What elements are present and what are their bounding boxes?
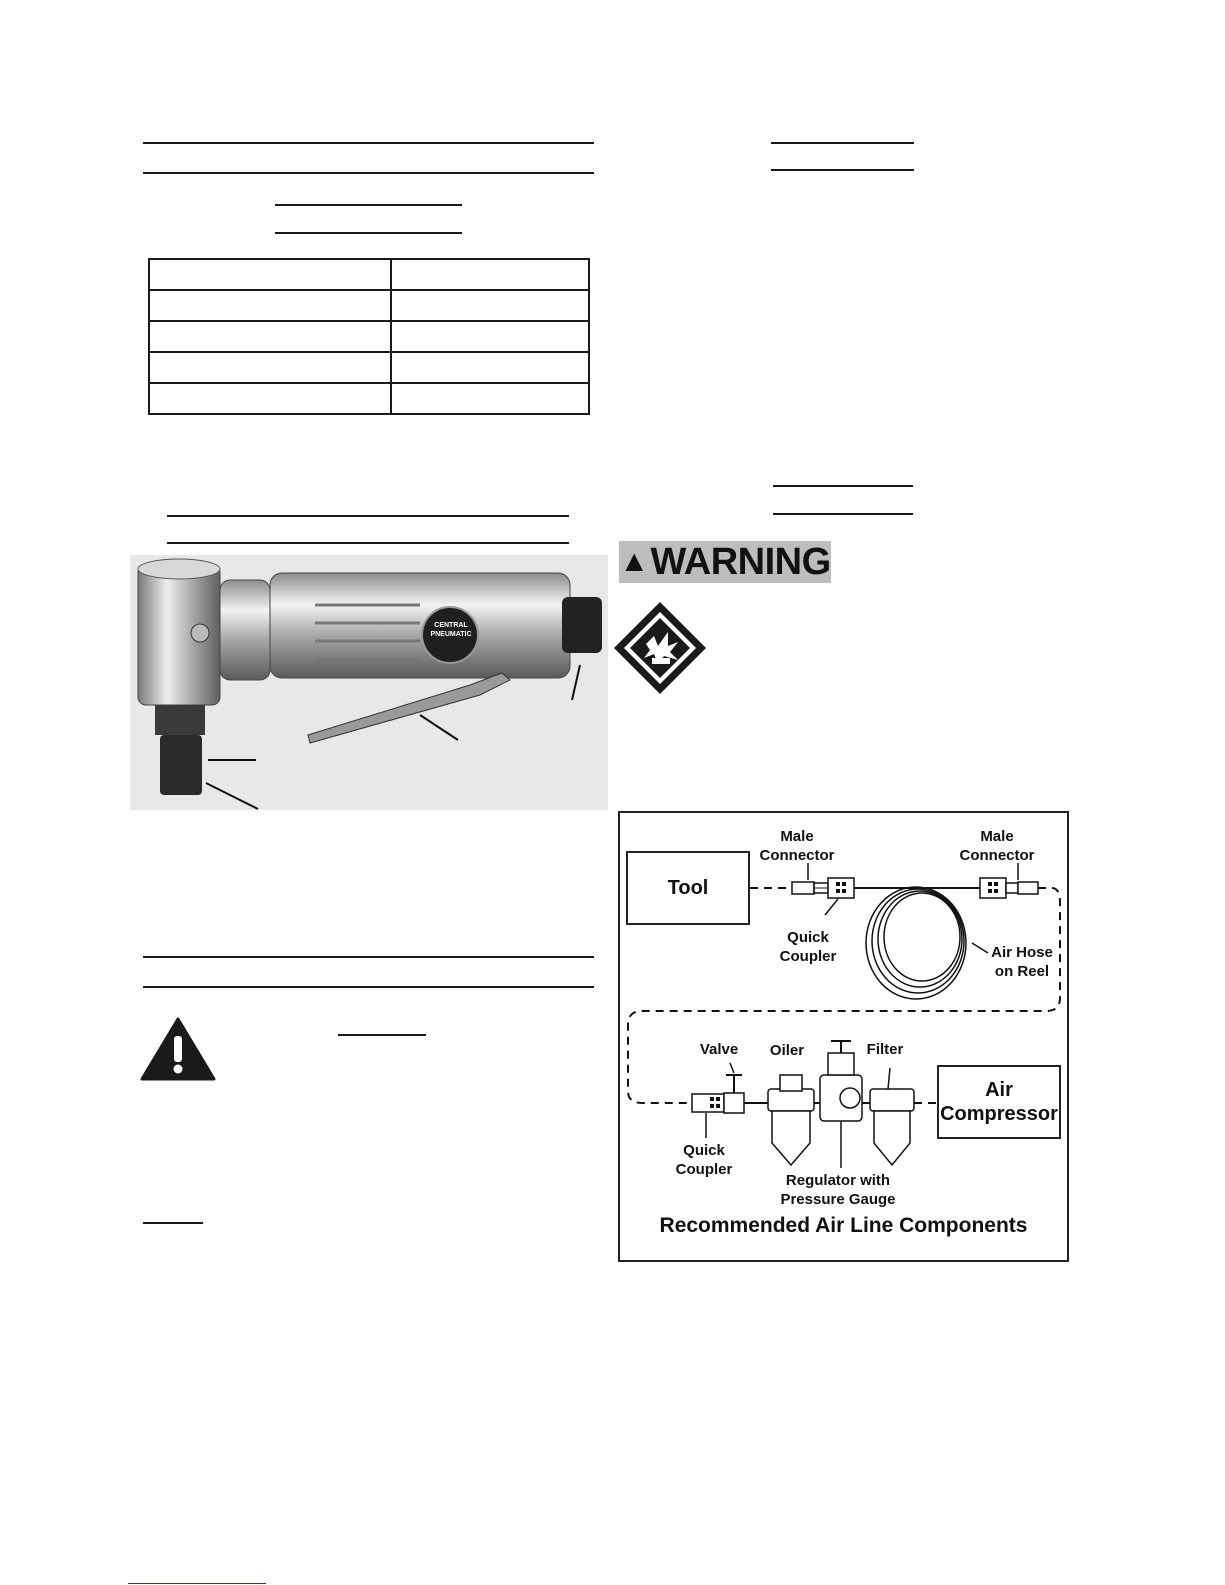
section-rule bbox=[338, 1034, 426, 1036]
section-rule bbox=[773, 513, 913, 515]
section-rule bbox=[143, 142, 594, 144]
section-rule bbox=[143, 986, 594, 988]
male-connector-label-right: Male Connector bbox=[959, 828, 1035, 864]
oiler-label: Oiler bbox=[769, 1042, 805, 1059]
section-rule bbox=[773, 485, 913, 487]
section-rule bbox=[167, 542, 569, 544]
warning-triangle-icon: ▲ bbox=[619, 545, 649, 578]
footer-link-underline bbox=[128, 1583, 266, 1584]
section-rule bbox=[275, 232, 462, 234]
table-row bbox=[149, 290, 589, 321]
tool-box bbox=[626, 851, 750, 925]
valve-label: Valve bbox=[699, 1041, 739, 1058]
explosion-hazard-icon bbox=[612, 600, 708, 696]
section-rule bbox=[771, 142, 914, 144]
section-rule bbox=[167, 515, 569, 517]
air-compressor-box bbox=[937, 1065, 1061, 1139]
filter-label: Filter bbox=[866, 1041, 904, 1058]
quick-coupler-label-bottom: Quick Coupler bbox=[675, 1142, 733, 1178]
section-rule bbox=[143, 1222, 203, 1224]
air-line-diagram bbox=[618, 811, 1069, 1262]
table-row bbox=[149, 352, 589, 383]
table-row bbox=[149, 259, 589, 290]
section-rule bbox=[275, 204, 462, 206]
diagram-title: Recommended Air Line Components bbox=[659, 1214, 1028, 1237]
air-hose-label: Air Hose on Reel bbox=[991, 944, 1053, 980]
brand-badge: CENTRAL PNEUMATIC bbox=[430, 622, 472, 638]
section-rule bbox=[771, 169, 914, 171]
section-rule bbox=[143, 956, 594, 958]
specifications-table bbox=[148, 258, 590, 415]
regulator-label: Regulator with Pressure Gauge bbox=[780, 1172, 896, 1208]
warning-banner bbox=[619, 541, 831, 583]
table-row bbox=[149, 321, 589, 352]
caution-triangle-icon bbox=[140, 1016, 216, 1082]
section-rule bbox=[143, 172, 594, 174]
table-row bbox=[149, 383, 589, 414]
tool-box-label: Tool bbox=[667, 877, 709, 899]
angle-grinder-illustration bbox=[130, 555, 608, 810]
quick-coupler-label-top: Quick Coupler bbox=[779, 929, 837, 965]
product-photo bbox=[130, 555, 608, 810]
air-compressor-label: Air Compressor bbox=[940, 1079, 1058, 1125]
male-connector-label-left: Male Connector bbox=[759, 828, 835, 864]
warning-label: WARNING bbox=[650, 540, 831, 583]
